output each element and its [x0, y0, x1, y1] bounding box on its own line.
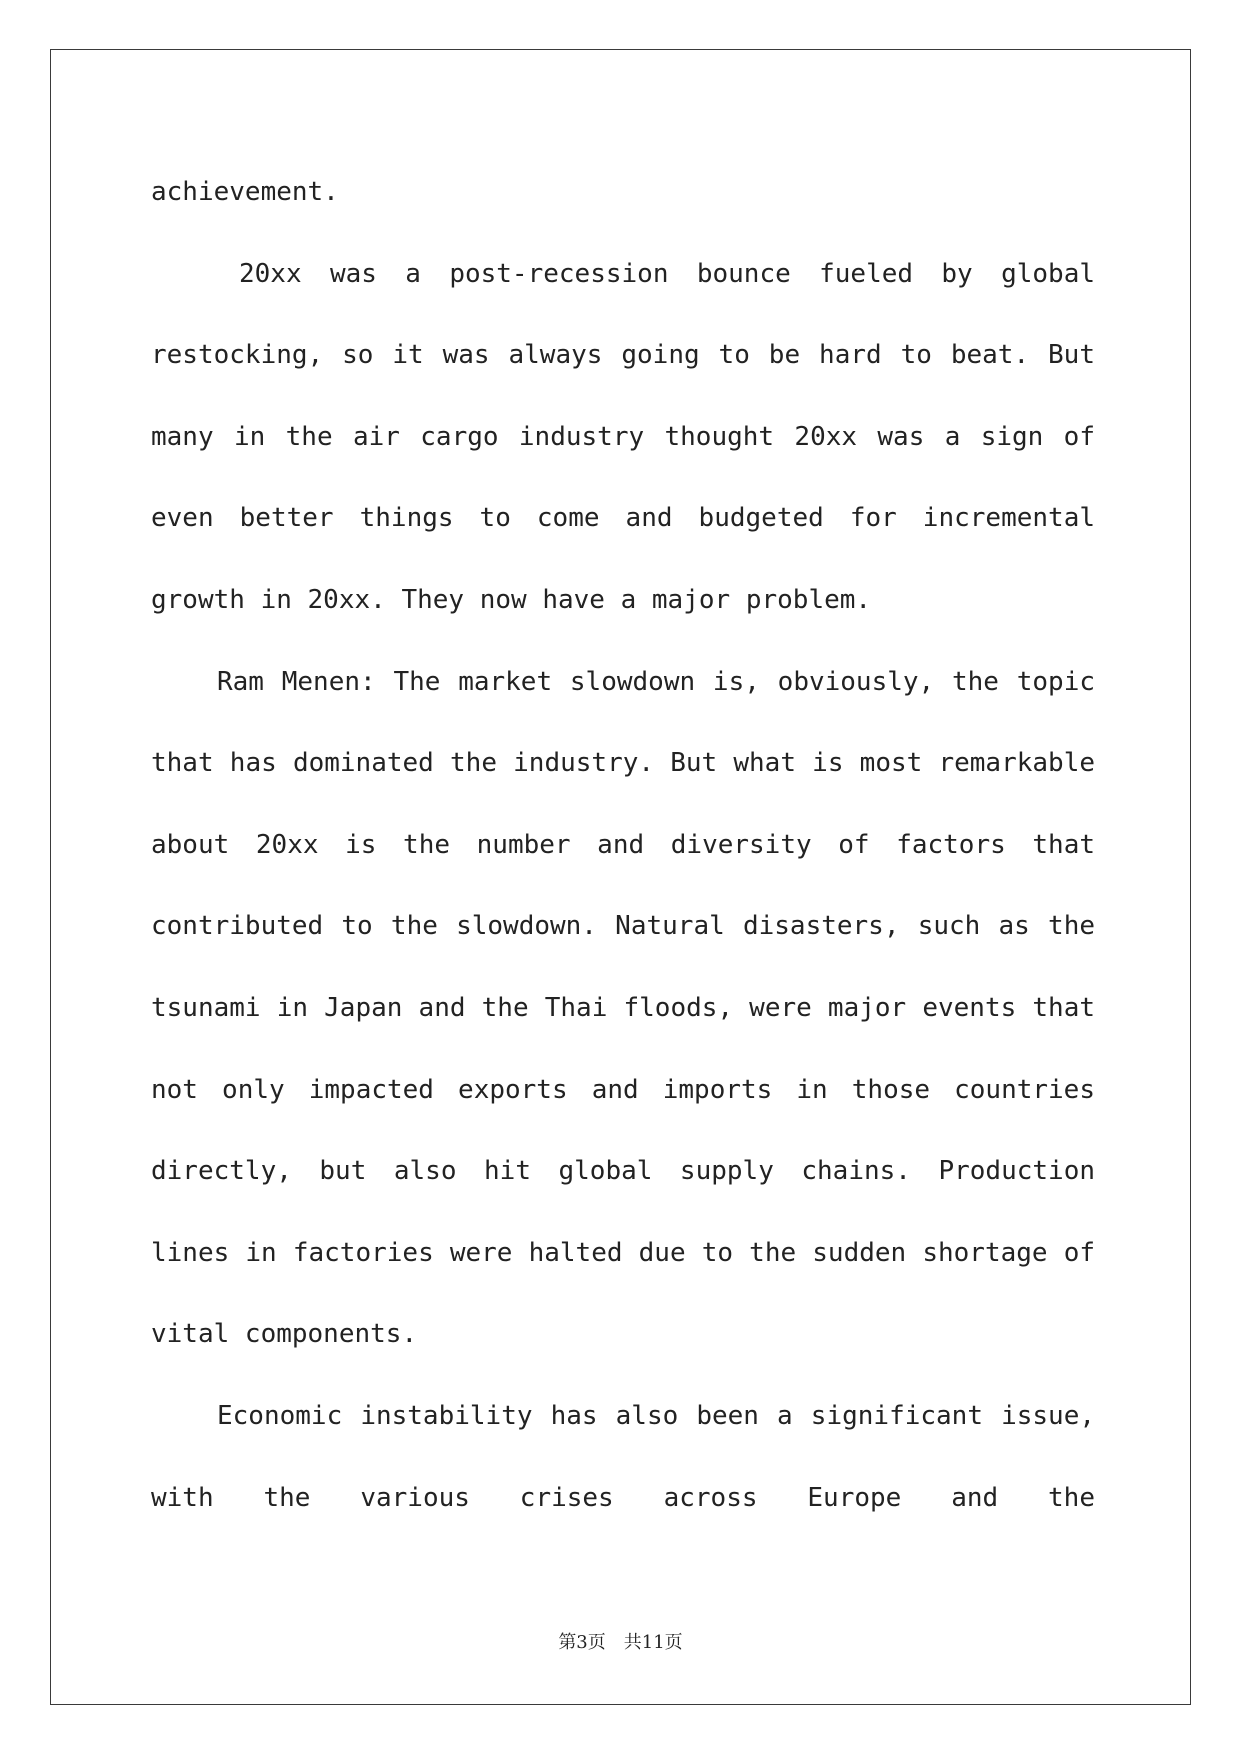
text-line: restocking, so it was always going to be hard to beat. But: [151, 340, 1095, 371]
document-body: [151, 152, 1095, 1539]
text-line: Economic instability has also been a significant issue,: [217, 1400, 1095, 1431]
text-line: Ram Menen: The market slowdown is, obviously, the topic: [217, 666, 1095, 697]
text-line: achievement.: [151, 177, 339, 207]
text-line: directly, but also hit global supply chains. Production: [151, 1156, 1095, 1187]
text-line: many in the air cargo industry thought 20xx was a sign of: [151, 421, 1095, 452]
text-line: contributed to the slowdown. Natural disasters, such as the: [151, 911, 1095, 942]
text-line: with the various crises across Europe and the: [151, 1482, 1095, 1513]
text-line: tsunami in Japan and the Thai floods, were major events that: [151, 992, 1095, 1023]
text-line: 20xx was a post-recession bounce fueled by global: [239, 258, 1095, 289]
text-line: that has dominated the industry. But what is most remarkable: [151, 748, 1095, 779]
text-line: even better things to come and budgeted for incremental: [151, 503, 1095, 534]
text-line: vital components.: [151, 1319, 418, 1350]
page-number-footer: 第3页 共11页: [558, 1632, 683, 1653]
text-line: lines in factories were halted due to the sudden shortage of: [151, 1237, 1095, 1268]
text-line: not only impacted exports and imports in those countries: [151, 1074, 1095, 1105]
text-line: growth in 20xx. They now have a major problem.: [151, 584, 872, 615]
text-line: about 20xx is the number and diversity of factors that: [151, 829, 1095, 860]
